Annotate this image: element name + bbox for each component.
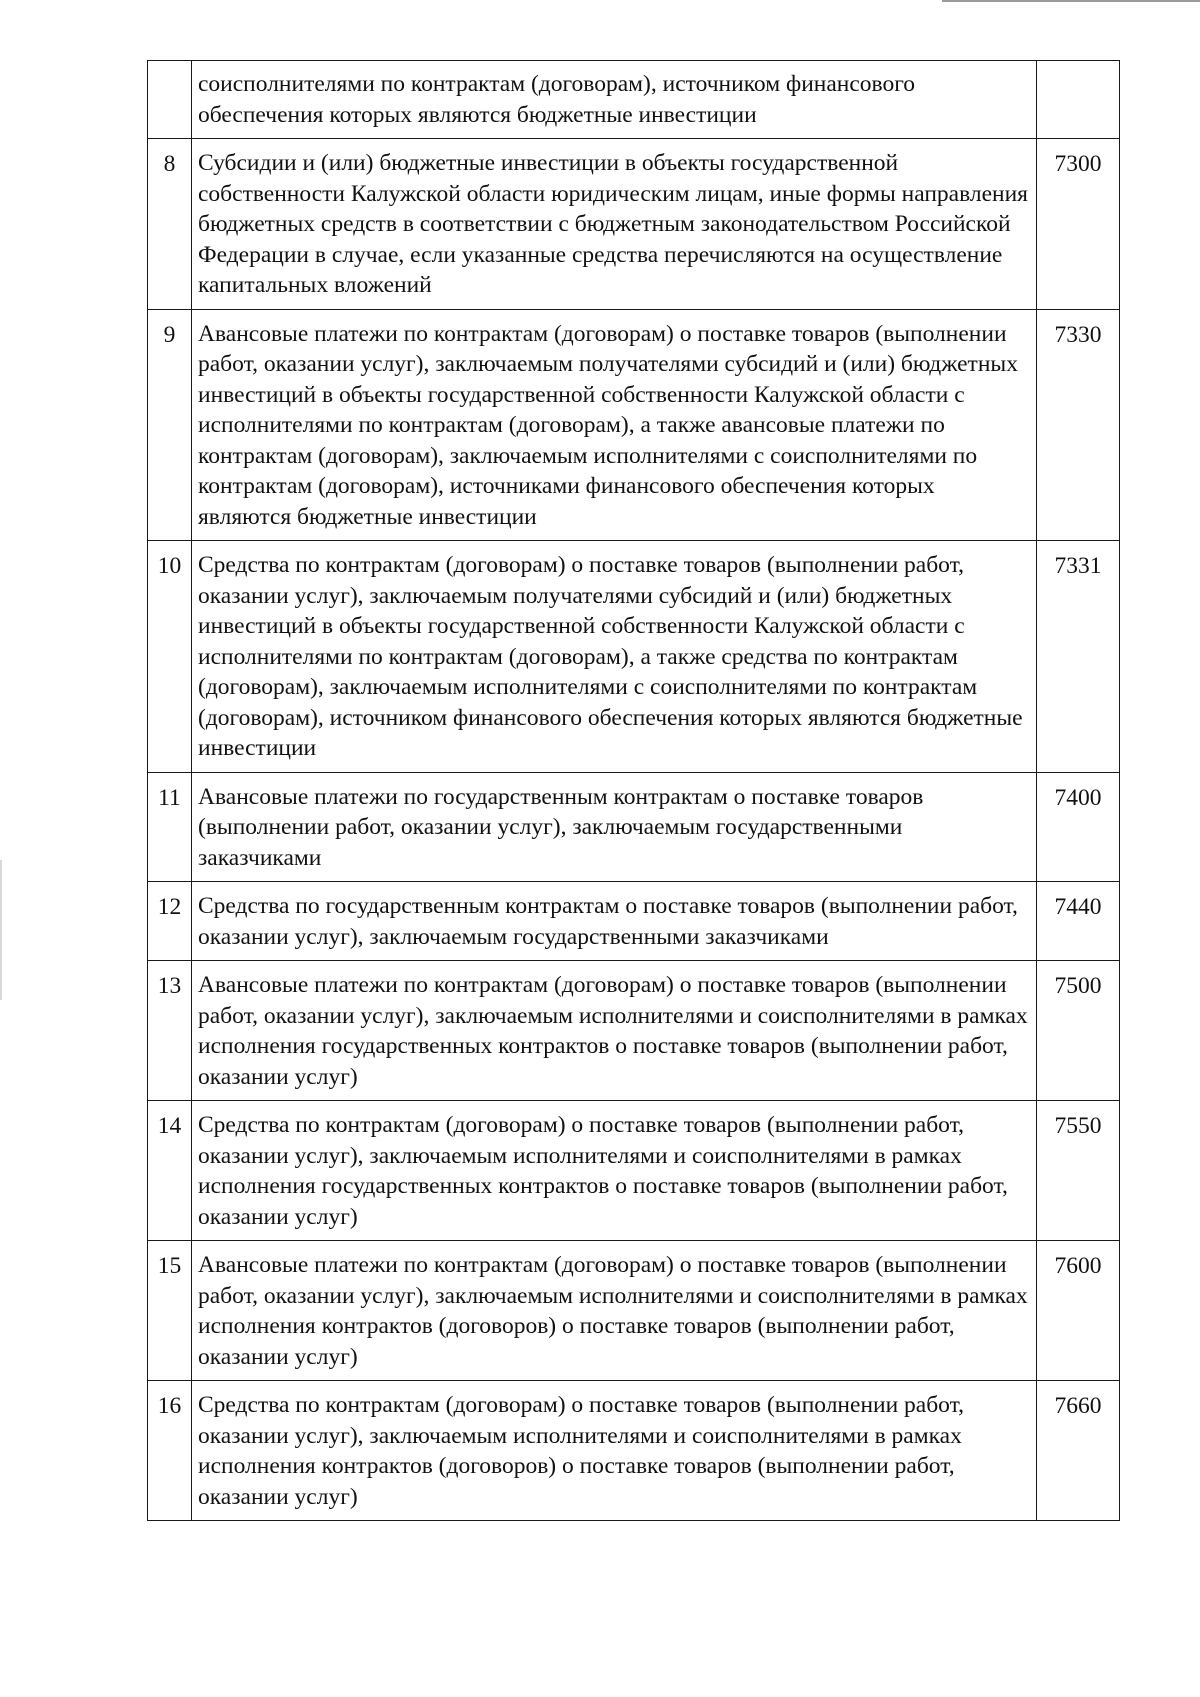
row-description: Средства по государственным контрактам о поставке товаров (выполнении работ, оказании услуг), заключаемым государственными заказчиками <box>192 882 1037 961</box>
scan-edge-left <box>0 860 2 1000</box>
row-code: 7400 <box>1037 772 1120 882</box>
table-row <box>148 541 1120 773</box>
row-number: 16 <box>148 1381 192 1521</box>
row-number: 8 <box>148 139 192 310</box>
row-code <box>1037 61 1120 139</box>
row-number: 14 <box>148 1101 192 1241</box>
row-code: 7300 <box>1037 139 1120 310</box>
row-code: 7600 <box>1037 1241 1120 1381</box>
row-number: 9 <box>148 309 192 541</box>
table-row <box>148 1101 1120 1241</box>
row-code: 7660 <box>1037 1381 1120 1521</box>
table-row <box>148 961 1120 1101</box>
row-description: соисполнителями по контрактам (договорам), источником финансового обеспечения которых являются бюджетные инвестиции <box>192 61 1037 139</box>
scan-edge-top <box>942 0 1200 2</box>
row-number: 12 <box>148 882 192 961</box>
row-number <box>148 61 192 139</box>
row-description: Средства по контрактам (договорам) о поставке товаров (выполнении работ, оказании услуг), заключаемым исполнителями и соисполнителями в рамках исполнения контрактов (договоров) о поставке товаров (выполнении работ, оказании услуг) <box>192 1381 1037 1521</box>
row-description: Субсидии и (или) бюджетные инвестиции в объекты государственной собственности Калужской области юридическим лицам, иные формы направления бюджетных средств в соответствии с бюджетным законодательством Российской Федерации в случае, если указанные средства перечисляются на осуществление капитальных вложений <box>192 139 1037 310</box>
row-code: 7500 <box>1037 961 1120 1101</box>
row-description: Авансовые платежи по контрактам (договорам) о поставке товаров (выполнении работ, оказании услуг), заключаемым исполнителями и соисполнителями в рамках исполнения государственных контрактов о поставке товаров (выполнении работ, оказании услуг) <box>192 961 1037 1101</box>
row-description: Авансовые платежи по контрактам (договорам) о поставке товаров (выполнении работ, оказании услуг), заключаемым получателями субсидий и (или) бюджетных инвестиций в объекты государственной собственности Калужской области с исполнителями по контрактам (договорам), а также авансовые платежи по контрактам (договорам), заключаемым исполнителями с соисполнителями по контрактам (договорам), источниками финансового обеспечения которых являются бюджетные инвестиции <box>192 309 1037 541</box>
row-description: Авансовые платежи по государственным контрактам о поставке товаров (выполнении работ, оказании услуг), заключаемым государственными заказчиками <box>192 772 1037 882</box>
row-code: 7330 <box>1037 309 1120 541</box>
table-row <box>148 882 1120 961</box>
row-description: Авансовые платежи по контрактам (договорам) о поставке товаров (выполнении работ, оказании услуг), заключаемым исполнителями и соисполнителями в рамках исполнения контрактов (договоров) о поставке товаров (выполнении работ, оказании услуг) <box>192 1241 1037 1381</box>
row-code: 7440 <box>1037 882 1120 961</box>
row-number: 13 <box>148 961 192 1101</box>
row-description: Средства по контрактам (договорам) о поставке товаров (выполнении работ, оказании услуг), заключаемым исполнителями и соисполнителями в рамках исполнения государственных контрактов о поставке товаров (выполнении работ, оказании услуг) <box>192 1101 1037 1241</box>
row-code: 7331 <box>1037 541 1120 773</box>
row-description: Средства по контрактам (договорам) о поставке товаров (выполнении работ, оказании услуг), заключаемым получателями субсидий и (или) бюджетных инвестиций в объекты государственной собственности Калужской области с исполнителями по контрактам (договорам), а также средства по контрактам (договорам), заключаемым исполнителями с соисполнителями по контрактам (договорам), источником финансового обеспечения которых являются бюджетные инвестиции <box>192 541 1037 773</box>
row-code: 7550 <box>1037 1101 1120 1241</box>
row-number: 10 <box>148 541 192 773</box>
table-row <box>148 139 1120 310</box>
codes-table <box>147 60 1120 1521</box>
table-row <box>148 1241 1120 1381</box>
table-row <box>148 309 1120 541</box>
table-row-continuation <box>148 61 1120 139</box>
table-row <box>148 772 1120 882</box>
row-number: 11 <box>148 772 192 882</box>
row-number: 15 <box>148 1241 192 1381</box>
table-row <box>148 1381 1120 1521</box>
